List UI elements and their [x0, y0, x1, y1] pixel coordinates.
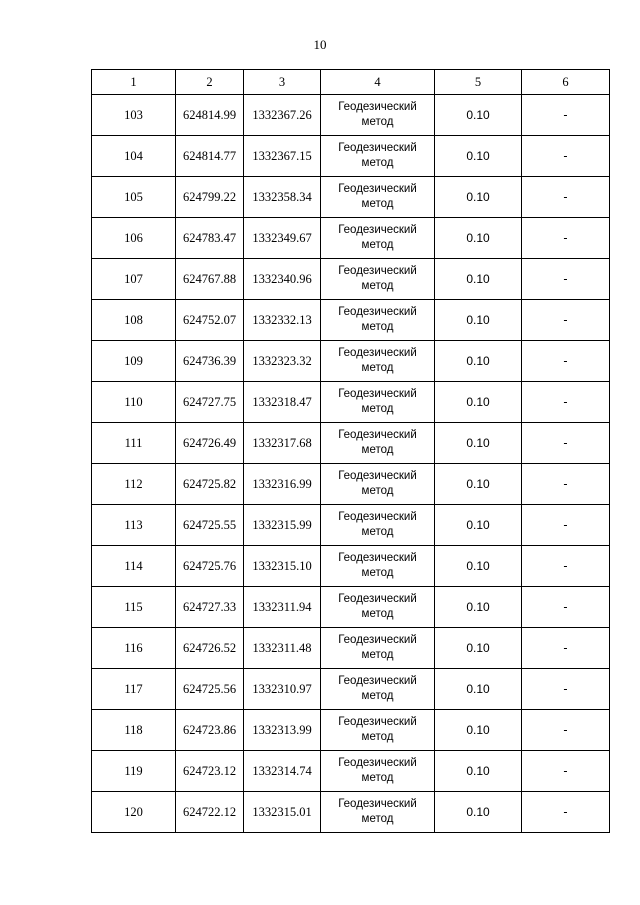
method-line-1: Геодезический — [338, 593, 417, 605]
method-line-2: метод — [361, 690, 394, 702]
note-cell: - — [522, 710, 610, 751]
method-line-1: Геодезический — [338, 224, 417, 236]
point-number-cell: 120 — [92, 792, 176, 833]
point-number-cell: 108 — [92, 300, 176, 341]
x-coordinate-cell: 624725.55 — [176, 505, 244, 546]
method-line-2: метод — [361, 198, 394, 210]
method-line-2: метод — [361, 649, 394, 661]
y-coordinate-cell: 1332311.48 — [244, 628, 321, 669]
x-coordinate-cell: 624727.33 — [176, 587, 244, 628]
x-coordinate-cell: 624723.12 — [176, 751, 244, 792]
note-cell: - — [522, 505, 610, 546]
method-line-1: Геодезический — [338, 306, 417, 318]
x-coordinate-cell: 624736.39 — [176, 341, 244, 382]
y-coordinate-cell: 1332313.99 — [244, 710, 321, 751]
point-number-cell: 117 — [92, 669, 176, 710]
point-number-cell: 118 — [92, 710, 176, 751]
method-line-1: Геодезический — [338, 265, 417, 277]
point-number-cell: 109 — [92, 341, 176, 382]
point-number-cell: 116 — [92, 628, 176, 669]
method-cell — [321, 792, 435, 833]
method-line-2: метод — [361, 321, 394, 333]
table-row — [92, 218, 610, 259]
table-row — [92, 669, 610, 710]
x-coordinate-cell: 624767.88 — [176, 259, 244, 300]
x-coordinate-cell: 624814.77 — [176, 136, 244, 177]
table-row — [92, 792, 610, 833]
x-coordinate-cell: 624814.99 — [176, 95, 244, 136]
x-coordinate-cell: 624722.12 — [176, 792, 244, 833]
method-cell — [321, 136, 435, 177]
method-line-1: Геодезический — [338, 347, 417, 359]
method-line-1: Геодезический — [338, 552, 417, 564]
point-number-cell: 104 — [92, 136, 176, 177]
table-row — [92, 259, 610, 300]
method-cell — [321, 710, 435, 751]
method-line-1: Геодезический — [338, 142, 417, 154]
method-line-1: Геодезический — [338, 183, 417, 195]
point-number-cell: 112 — [92, 464, 176, 505]
accuracy-cell: 0.10 — [435, 218, 522, 259]
y-coordinate-cell: 1332332.13 — [244, 300, 321, 341]
point-number-cell: 105 — [92, 177, 176, 218]
note-cell: - — [522, 628, 610, 669]
table-row — [92, 751, 610, 792]
y-coordinate-cell: 1332316.99 — [244, 464, 321, 505]
accuracy-cell: 0.10 — [435, 628, 522, 669]
y-coordinate-cell: 1332340.96 — [244, 259, 321, 300]
method-line-1: Геодезический — [338, 101, 417, 113]
table-row — [92, 505, 610, 546]
header-cell-1: 1 — [92, 70, 176, 95]
method-cell — [321, 95, 435, 136]
point-number-cell: 113 — [92, 505, 176, 546]
point-number-cell: 115 — [92, 587, 176, 628]
method-line-2: метод — [361, 608, 394, 620]
note-cell: - — [522, 382, 610, 423]
accuracy-cell: 0.10 — [435, 95, 522, 136]
table-row — [92, 464, 610, 505]
method-line-2: метод — [361, 772, 394, 784]
method-cell — [321, 259, 435, 300]
accuracy-cell: 0.10 — [435, 792, 522, 833]
accuracy-cell: 0.10 — [435, 341, 522, 382]
table-row — [92, 136, 610, 177]
y-coordinate-cell: 1332315.01 — [244, 792, 321, 833]
method-line-2: метод — [361, 403, 394, 415]
note-cell: - — [522, 136, 610, 177]
table-row — [92, 341, 610, 382]
point-number-cell: 119 — [92, 751, 176, 792]
y-coordinate-cell: 1332323.32 — [244, 341, 321, 382]
point-number-cell: 106 — [92, 218, 176, 259]
note-cell: - — [522, 218, 610, 259]
point-number-cell: 114 — [92, 546, 176, 587]
note-cell: - — [522, 669, 610, 710]
method-cell — [321, 177, 435, 218]
method-cell — [321, 587, 435, 628]
method-cell — [321, 423, 435, 464]
accuracy-cell: 0.10 — [435, 423, 522, 464]
method-cell — [321, 751, 435, 792]
method-line-2: метод — [361, 485, 394, 497]
point-number-cell: 107 — [92, 259, 176, 300]
accuracy-cell: 0.10 — [435, 177, 522, 218]
accuracy-cell: 0.10 — [435, 136, 522, 177]
y-coordinate-cell: 1332317.68 — [244, 423, 321, 464]
x-coordinate-cell: 624726.52 — [176, 628, 244, 669]
method-cell — [321, 341, 435, 382]
note-cell: - — [522, 95, 610, 136]
accuracy-cell: 0.10 — [435, 300, 522, 341]
method-line-2: метод — [361, 362, 394, 374]
table-row — [92, 546, 610, 587]
table-row — [92, 423, 610, 464]
point-number-cell: 103 — [92, 95, 176, 136]
accuracy-cell: 0.10 — [435, 464, 522, 505]
y-coordinate-cell: 1332314.74 — [244, 751, 321, 792]
method-cell — [321, 669, 435, 710]
note-cell: - — [522, 792, 610, 833]
method-cell — [321, 464, 435, 505]
method-cell — [321, 218, 435, 259]
accuracy-cell: 0.10 — [435, 546, 522, 587]
y-coordinate-cell: 1332367.26 — [244, 95, 321, 136]
method-cell — [321, 505, 435, 546]
method-cell — [321, 300, 435, 341]
x-coordinate-cell: 624783.47 — [176, 218, 244, 259]
method-line-2: метод — [361, 731, 394, 743]
y-coordinate-cell: 1332349.67 — [244, 218, 321, 259]
y-coordinate-cell: 1332318.47 — [244, 382, 321, 423]
table-row — [92, 382, 610, 423]
accuracy-cell: 0.10 — [435, 751, 522, 792]
table-row — [92, 95, 610, 136]
page-number: 10 — [313, 37, 327, 52]
y-coordinate-cell: 1332311.94 — [244, 587, 321, 628]
note-cell: - — [522, 587, 610, 628]
accuracy-cell: 0.10 — [435, 669, 522, 710]
table-row — [92, 628, 610, 669]
y-coordinate-cell: 1332367.15 — [244, 136, 321, 177]
x-coordinate-cell: 624799.22 — [176, 177, 244, 218]
method-line-1: Геодезический — [338, 798, 417, 810]
method-line-1: Геодезический — [338, 470, 417, 482]
x-coordinate-cell: 624726.49 — [176, 423, 244, 464]
method-line-2: метод — [361, 116, 394, 128]
note-cell: - — [522, 341, 610, 382]
y-coordinate-cell: 1332358.34 — [244, 177, 321, 218]
method-line-2: метод — [361, 157, 394, 169]
method-line-2: метод — [361, 239, 394, 251]
method-line-1: Геодезический — [338, 388, 417, 400]
method-line-1: Геодезический — [338, 511, 417, 523]
accuracy-cell: 0.10 — [435, 382, 522, 423]
point-number-cell: 110 — [92, 382, 176, 423]
table-row — [92, 710, 610, 751]
accuracy-cell: 0.10 — [435, 505, 522, 546]
x-coordinate-cell: 624723.86 — [176, 710, 244, 751]
header-cell-5: 5 — [435, 70, 522, 95]
table-row — [92, 300, 610, 341]
table-row — [92, 177, 610, 218]
header-cell-6: 6 — [522, 70, 610, 95]
method-line-2: метод — [361, 567, 394, 579]
method-line-2: метод — [361, 280, 394, 292]
header-cell-2: 2 — [176, 70, 244, 95]
method-line-1: Геодезический — [338, 675, 417, 687]
method-line-2: метод — [361, 444, 394, 456]
method-cell — [321, 628, 435, 669]
accuracy-cell: 0.10 — [435, 587, 522, 628]
x-coordinate-cell: 624752.07 — [176, 300, 244, 341]
method-line-2: метод — [361, 813, 394, 825]
x-coordinate-cell: 624727.75 — [176, 382, 244, 423]
x-coordinate-cell: 624725.56 — [176, 669, 244, 710]
note-cell: - — [522, 259, 610, 300]
method-cell — [321, 382, 435, 423]
method-line-1: Геодезический — [338, 634, 417, 646]
accuracy-cell: 0.10 — [435, 259, 522, 300]
note-cell: - — [522, 546, 610, 587]
note-cell: - — [522, 464, 610, 505]
coordinates-table — [91, 69, 610, 833]
y-coordinate-cell: 1332315.10 — [244, 546, 321, 587]
note-cell: - — [522, 300, 610, 341]
y-coordinate-cell: 1332315.99 — [244, 505, 321, 546]
note-cell: - — [522, 177, 610, 218]
x-coordinate-cell: 624725.76 — [176, 546, 244, 587]
table-header — [92, 70, 610, 95]
x-coordinate-cell: 624725.82 — [176, 464, 244, 505]
header-row — [92, 70, 610, 95]
header-cell-4: 4 — [321, 70, 435, 95]
method-line-1: Геодезический — [338, 429, 417, 441]
accuracy-cell: 0.10 — [435, 710, 522, 751]
y-coordinate-cell: 1332310.97 — [244, 669, 321, 710]
note-cell: - — [522, 423, 610, 464]
header-cell-3: 3 — [244, 70, 321, 95]
table-row — [92, 587, 610, 628]
point-number-cell: 111 — [92, 423, 176, 464]
table-body — [92, 95, 610, 833]
note-cell: - — [522, 751, 610, 792]
method-line-2: метод — [361, 526, 394, 538]
method-cell — [321, 546, 435, 587]
method-line-1: Геодезический — [338, 716, 417, 728]
method-line-1: Геодезический — [338, 757, 417, 769]
